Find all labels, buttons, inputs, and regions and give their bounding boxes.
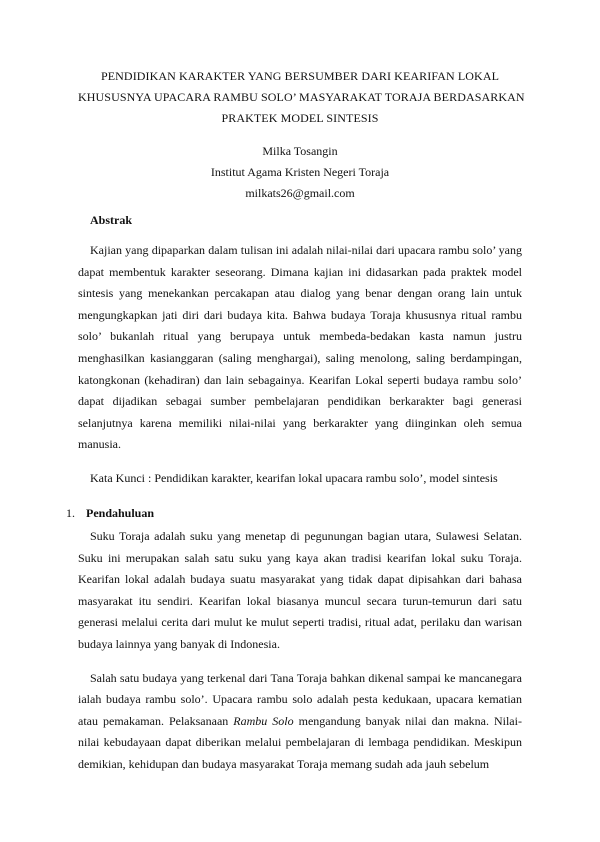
title-line-3: PRAKTEK MODEL SINTESIS: [221, 111, 379, 125]
para2-end: mengandung banyak nilai dan makna. Nilai-nilai kebudayaan dapat diberikan melalui pembelajaran di lembaga pendidikan. Meskipun demikian, kehidupan dan budaya masyarakat Toraja memang sudah ada jauh sebelum: [78, 713, 522, 771]
intro-paragraph-2: [78, 668, 522, 776]
author-block: [78, 141, 522, 204]
document-page: [0, 66, 600, 842]
title-line-2: KHUSUSNYA UPACARA RAMBU SOLO’ MASYARAKAT TORAJA BERDASARKAN: [78, 90, 525, 104]
section-number: 1.: [66, 505, 75, 520]
section-title: Pendahuluan: [86, 505, 155, 520]
para2-italic: Rambu Solo: [233, 713, 294, 728]
abstract-heading: Abstrak: [90, 213, 133, 227]
title-line-1: PENDIDIKAN KARAKTER YANG BERSUMBER DARI KEARIFAN LOKAL: [100, 69, 500, 83]
author-email: milkats26@gmail.com: [245, 186, 355, 200]
keywords: Kata Kunci : Pendidikan karakter, kearifan lokal upacara rambu solo’, model sintesis: [90, 470, 498, 485]
section-heading: [66, 503, 522, 524]
paper-title: [78, 66, 525, 129]
intro-paragraph-1: Suku Toraja adalah suku yang menetap di pegunungan bagian utara, Sulawesi Selatan. Suku ini merupakan salah satu suku yang kaya akan tradisi kearifan lokal suku Toraja. Kearifan lokal adalah budaya suatu masyarakat yang tidak dapat dipisahkan dari bahasa masyarakat itu sendiri. Kearifan lokal biasanya muncul secara turun-temurun dari satu generasi melalui cerita dari mulut ke mulut seperti tradisi, ritual adat, perilaku dan warisan budaya lainnya yang banyak di Indonesia.: [78, 528, 522, 651]
author-institution: Institut Agama Kristen Negeri Toraja: [210, 165, 390, 179]
para2-start: Salah satu budaya yang terkenal dari Tana Toraja bahkan dikenal sampai ke mancanegara ialah budaya rambu solo’. Upacara rambu solo adalah pesta kedukaan, upacara kematian atau pemakaman. Pelaksanaan: [78, 670, 522, 728]
abstract-text: Kajian yang dipaparkan dalam tulisan ini adalah nilai-nilai dari upacara rambu solo’ yang dapat membentuk karakter seseorang. Dimana kajian ini didasarkan pada praktek model sintesis yang menekankan percakapan atau dialog yang benar dengan orang lain untuk mengungkapkan jati diri dari budaya kita. Bahwa budaya Toraja khususnya ritual rambu solo’ bukanlah ritual yang berupaya untuk membeda-bedakan kasta namun justru menghasilkan kasianggaran (saling menghargai), saling menolong, saling berdampingan, katongkonan (kehadiran) dan lain sebagainya. Kearifan Lokal seperti budaya rambu solo’ dapat dijadikan sebagai sumber pembelajaran pendidikan berkarakter bagi generasi selanjutnya karena memiliki nilai-nilai yang berkarakter yang diinginkan oleh semua manusia.: [78, 243, 522, 452]
author-name: Milka Tosangin: [262, 144, 338, 158]
